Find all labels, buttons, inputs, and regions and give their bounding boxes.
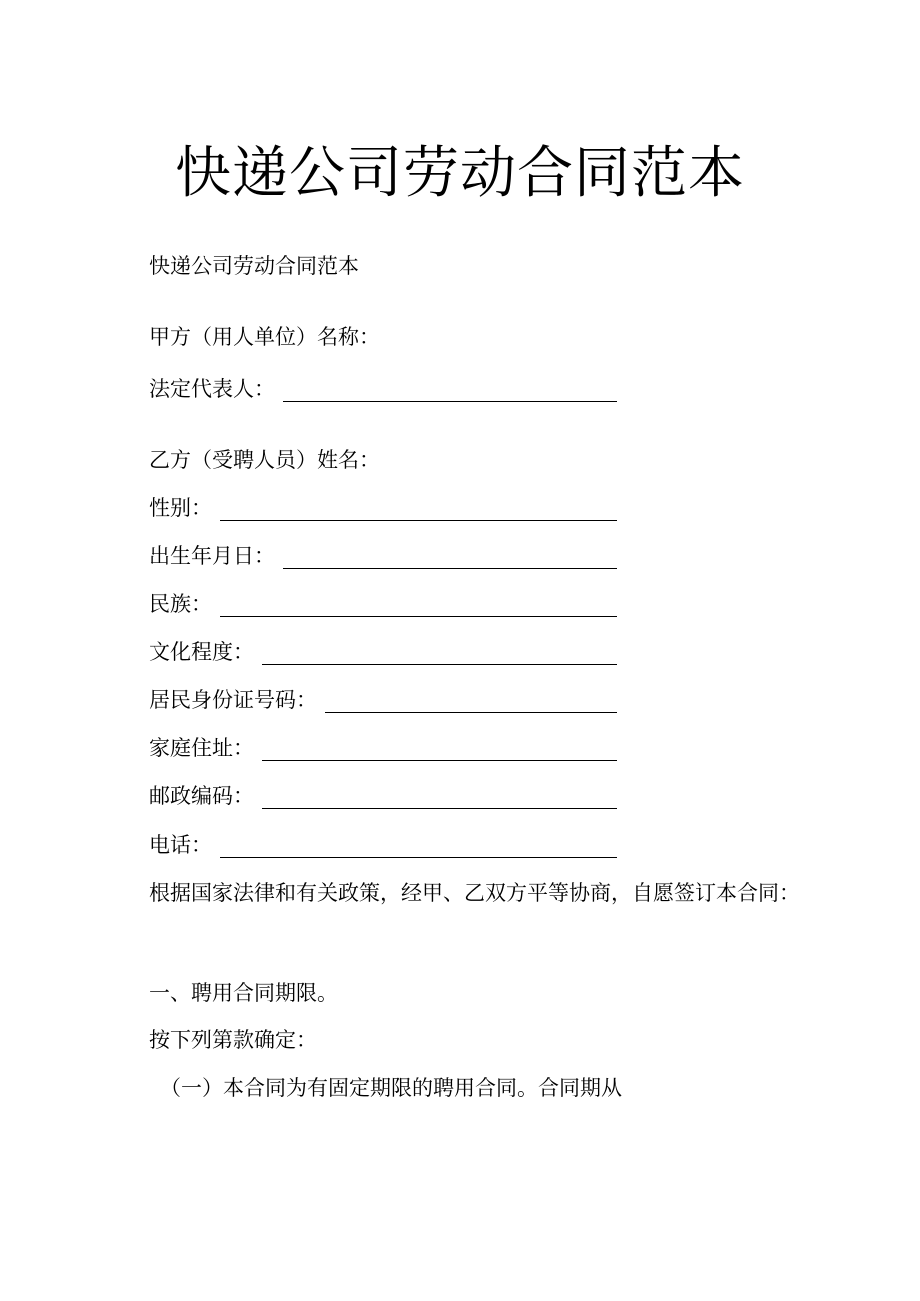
birth-date-blank (283, 567, 617, 569)
postal-code-field (149, 781, 617, 811)
phone-label: 电话： (149, 833, 212, 857)
section-1-item-1: （一）本合同为有固定期限的聘用合同。合同期从 (160, 1076, 622, 1100)
gender-label: 性别： (149, 496, 212, 520)
id-number-field (149, 685, 617, 715)
gender-field (149, 493, 617, 523)
intro-paragraph: 根据国家法律和有关政策，经甲、乙双方平等协商，自愿签订本合同： (149, 881, 800, 905)
ethnicity-field (149, 589, 617, 619)
legal-representative-label: 法定代表人： (149, 377, 275, 401)
id-number-label: 居民身份证号码： (149, 688, 317, 712)
legal-representative-blank (283, 400, 617, 402)
ethnicity-label: 民族： (149, 592, 212, 616)
phone-blank (220, 856, 617, 858)
education-label: 文化程度： (149, 640, 254, 664)
legal-representative-field (149, 374, 617, 404)
phone-field (149, 830, 617, 860)
birth-date-label: 出生年月日： (149, 544, 275, 568)
gender-blank (220, 519, 617, 521)
home-address-label: 家庭住址： (149, 736, 254, 760)
postal-code-blank (262, 807, 617, 809)
education-blank (262, 663, 617, 665)
home-address-blank (262, 759, 617, 761)
party-b-name-label: 乙方（受聘人员）姓名： (149, 448, 380, 472)
document-title: 快递公司劳动合同范本 (175, 141, 745, 206)
document-subtitle: 快递公司劳动合同范本 (149, 254, 359, 278)
id-number-blank (325, 711, 617, 713)
home-address-field (149, 733, 617, 763)
section-1-heading: 一、聘用合同期限。 (149, 981, 338, 1005)
ethnicity-blank (220, 615, 617, 617)
party-a-name-label: 甲方（用人单位）名称： (149, 325, 380, 349)
postal-code-label: 邮政编码： (149, 784, 254, 808)
section-1-subtext: 按下列第款确定： (149, 1028, 317, 1052)
birth-date-field (149, 541, 617, 571)
education-field (149, 637, 617, 667)
